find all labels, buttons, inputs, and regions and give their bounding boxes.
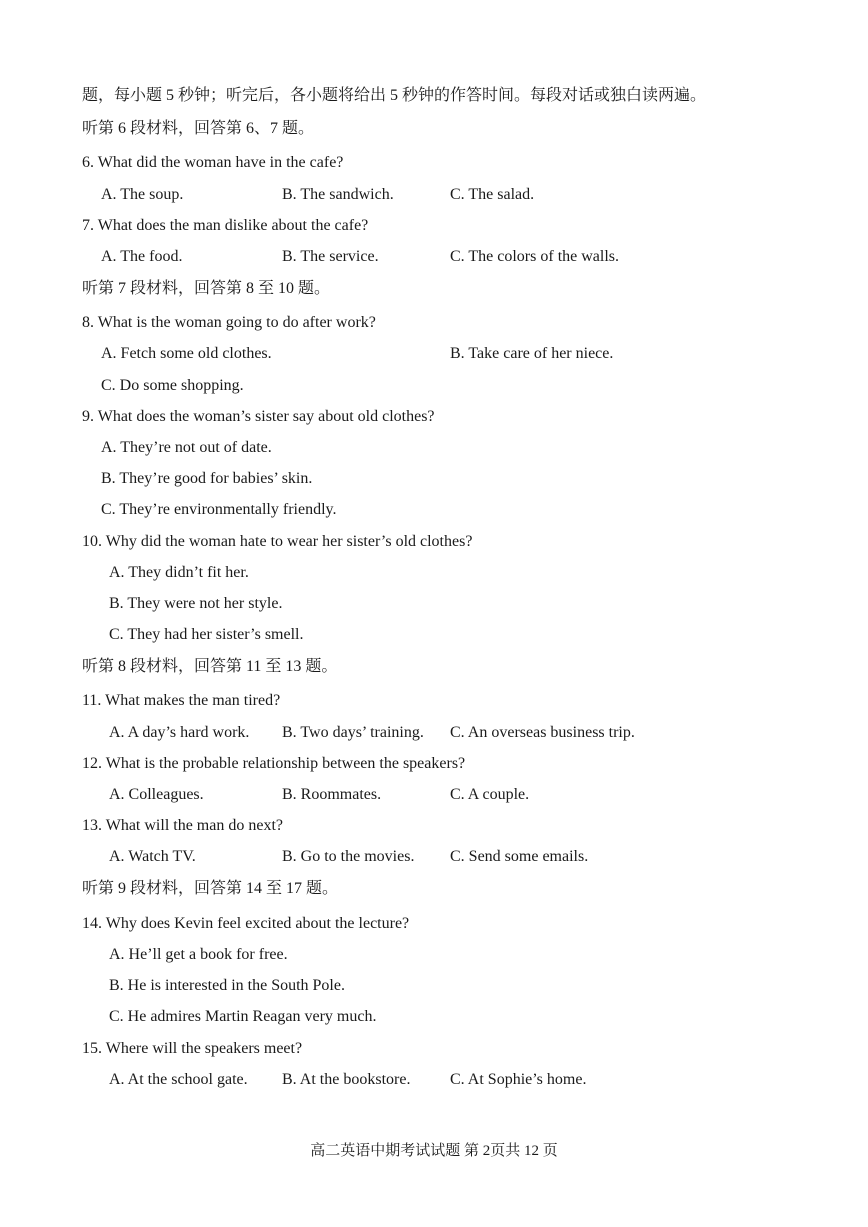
option-13c: C. Send some emails.: [450, 848, 589, 865]
question-10: [82, 532, 472, 552]
option-10a: A. They didn’t fit her.: [109, 564, 249, 581]
question-12: [82, 754, 465, 774]
question-14: [82, 914, 409, 934]
option-13b: B. Go to the movies.: [282, 848, 415, 865]
option-8c: C. Do some shopping.: [101, 377, 244, 394]
option-9c: C. They’re environmentally friendly.: [101, 501, 337, 518]
section-heading-9: 听第 9 段材料，回答第 14 至 17 题。: [82, 880, 339, 897]
option-15a: A. At the school gate.: [109, 1071, 248, 1088]
question-number: 14.: [82, 915, 102, 932]
question-15: [82, 1039, 302, 1059]
question-6: [82, 153, 343, 173]
section-heading-8: 听第 8 段材料，回答第 11 至 13 题。: [82, 658, 338, 675]
option-11b: B. Two days’ training.: [282, 724, 424, 741]
section-heading-7: 听第 7 段材料，回答第 8 至 10 题。: [82, 280, 331, 297]
question-text: What is the woman going to do after work?: [97, 314, 376, 331]
instruction-tail: 题，每小题 5 秒钟；听完后，各小题将给出 5 秒钟的作答时间。每段对话或独白读两遍。: [82, 87, 707, 104]
option-12c: C. A couple.: [450, 786, 530, 803]
option-11a: A. A day’s hard work.: [109, 724, 250, 741]
question-11: [82, 691, 280, 711]
option-12b: B. Roommates.: [282, 786, 382, 803]
question-text: What does the woman’s sister say about old clothes?: [97, 408, 435, 425]
option-13a: A. Watch TV.: [109, 848, 196, 865]
question-number: 9.: [82, 408, 94, 425]
question-13: [82, 816, 283, 836]
question-text: What is the probable relationship between the speakers?: [105, 755, 466, 772]
question-number: 10.: [82, 533, 102, 550]
option-15c: C. At Sophie’s home.: [450, 1071, 587, 1088]
question-text: What does the man dislike about the cafe?: [97, 217, 369, 234]
option-6c: C. The salad.: [450, 186, 535, 203]
option-14a: A. He’ll get a book for free.: [109, 946, 288, 963]
option-10b: B. They were not her style.: [109, 595, 283, 612]
option-8b: B. Take care of her niece.: [450, 345, 614, 362]
option-15b: B. At the bookstore.: [282, 1071, 411, 1088]
option-12a: A. Colleagues.: [109, 786, 204, 803]
question-number: 15.: [82, 1040, 102, 1057]
option-14c: C. He admires Martin Reagan very much.: [109, 1008, 377, 1025]
question-text: What makes the man tired?: [105, 692, 281, 709]
question-number: 13.: [82, 817, 102, 834]
question-text: Why did the woman hate to wear her sister’s old clothes?: [105, 533, 473, 550]
option-9a: A. They’re not out of date.: [101, 439, 272, 456]
option-6a: A. The soup.: [101, 186, 184, 203]
option-7b: B. The service.: [282, 248, 379, 265]
question-number: 8.: [82, 314, 94, 331]
question-number: 7.: [82, 217, 94, 234]
option-10c: C. They had her sister’s smell.: [109, 626, 304, 643]
question-text: Why does Kevin feel excited about the lecture?: [105, 915, 410, 932]
option-7a: A. The food.: [101, 248, 183, 265]
question-text: What did the woman have in the cafe?: [97, 154, 344, 171]
option-6b: B. The sandwich.: [282, 186, 394, 203]
option-7c: C. The colors of the walls.: [450, 248, 620, 265]
question-number: 11.: [82, 692, 102, 709]
question-number: 6.: [82, 154, 94, 171]
question-number: 12.: [82, 755, 102, 772]
question-9: [82, 407, 435, 427]
option-11c: C. An overseas business trip.: [450, 724, 635, 741]
question-8: [82, 313, 376, 333]
section-heading-6: 听第 6 段材料，回答第 6、7 题。: [82, 120, 315, 137]
question-7: [82, 216, 368, 236]
option-9b: B. They’re good for babies’ skin.: [101, 470, 313, 487]
question-text: What will the man do next?: [105, 817, 283, 834]
question-text: Where will the speakers meet?: [105, 1040, 303, 1057]
page-footer: 高二英语中期考试试题 第 2页共 12 页: [310, 1143, 558, 1159]
option-8a: A. Fetch some old clothes.: [101, 345, 272, 362]
option-14b: B. He is interested in the South Pole.: [109, 977, 345, 994]
